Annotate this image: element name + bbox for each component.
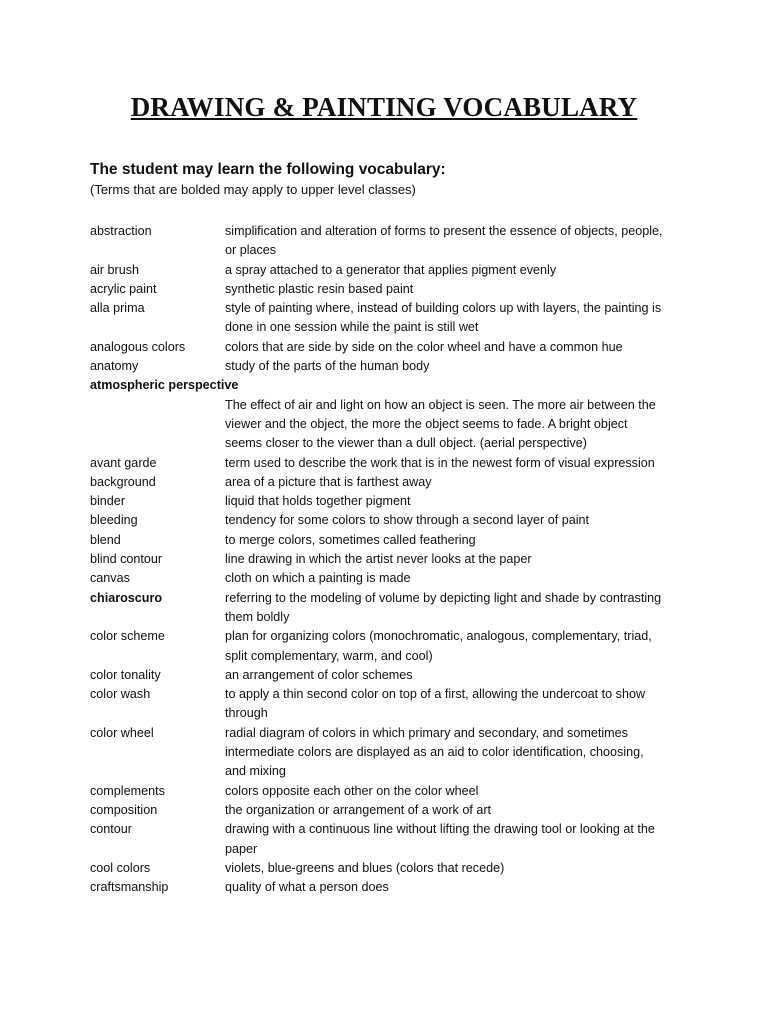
vocab-definition: term used to describe the work that is in the newest form of visual expression — [225, 455, 655, 470]
vocab-definition: liquid that holds together pigment — [225, 494, 411, 509]
vocab-definition: to merge colors, sometimes called feathering — [225, 532, 476, 547]
vocab-definition: colors that are side by side on the color wheel and have a common hue — [225, 339, 623, 354]
vocab-definition: colors opposite each other on the color wheel — [225, 783, 479, 798]
vocab-definition: to apply a thin second color on top of a first, allowing the undercoat to show through — [225, 687, 646, 721]
vocab-term: anatomy — [90, 359, 139, 374]
vocab-definition: radial diagram of colors in which primary and secondary, and sometimes intermediate colors are displayed as an aid to color identification, choosing, and mixing — [225, 725, 644, 779]
vocab-entry — [90, 878, 690, 897]
vocab-term: abstraction — [90, 224, 152, 238]
vocab-definition: cloth on which a painting is made — [225, 571, 411, 586]
vocab-entry — [90, 782, 690, 801]
vocab-term: contour — [90, 822, 133, 837]
vocab-entry — [90, 473, 690, 492]
vocab-term: color tonality — [90, 667, 161, 682]
vocab-entry — [90, 666, 690, 685]
vocab-definition: The effect of air and light on how an object is seen. The more air between the viewer and the object, the more the object seems to fade. A bright object seems closer to the viewer than a dull object. (aerial perspective) — [225, 397, 656, 451]
vocabulary-list — [90, 222, 690, 897]
vocab-entry — [90, 280, 690, 299]
vocab-entry — [90, 222, 690, 261]
vocab-entry — [90, 376, 690, 453]
vocab-entry — [90, 261, 690, 280]
vocab-term: canvas — [90, 571, 130, 586]
vocab-definition: quality of what a person does — [225, 880, 389, 895]
bold-terms-note: (Terms that are bolded may apply to upper level classes) — [90, 182, 416, 197]
vocab-definition: plan for organizing colors (monochromatic, analogous, complementary, triad, split complementary, warm, and cool) — [225, 629, 652, 663]
vocab-definition: study of the parts of the human body — [225, 359, 430, 374]
vocab-term: analogous colors — [90, 339, 186, 354]
vocab-definition: a spray attached to a generator that applies pigment evenly — [225, 262, 557, 277]
vocab-term: binder — [90, 494, 126, 509]
vocab-entry — [90, 859, 690, 878]
vocab-definition: style of painting where, instead of building colors up with layers, the painting is done in one session while the paint is still wet — [225, 301, 662, 335]
vocab-term: blend — [90, 532, 121, 547]
vocab-term: composition — [90, 802, 158, 817]
vocab-term: blind contour — [90, 552, 163, 567]
vocab-entry — [90, 338, 690, 357]
vocab-entry — [90, 724, 690, 782]
vocab-term: cool colors — [90, 860, 151, 875]
vocab-term: alla prima — [90, 301, 145, 316]
vocab-definition: area of a picture that is farthest away — [225, 474, 432, 489]
vocab-term: bleeding — [90, 513, 138, 528]
section-heading: The student may learn the following vocabulary: — [90, 161, 446, 178]
vocab-term: complements — [90, 783, 165, 798]
vocab-definition: violets, blue-greens and blues (colors that recede) — [225, 860, 505, 875]
vocab-entry — [90, 589, 690, 628]
vocab-entry — [90, 357, 690, 376]
vocab-entry — [90, 685, 690, 724]
vocab-term: chiaroscuro — [90, 590, 163, 605]
page-title: DRAWING & PAINTING VOCABULARY — [130, 92, 638, 122]
vocab-definition: synthetic plastic resin based paint — [225, 281, 414, 296]
vocab-definition: line drawing in which the artist never looks at the paper — [225, 552, 532, 567]
vocab-entry — [90, 299, 690, 338]
vocab-entry — [90, 627, 690, 666]
vocab-definition: simplification and alteration of forms to present the essence of objects, people, or places — [225, 224, 663, 258]
vocab-definition: referring to the modeling of volume by depicting light and shade by contrasting them boldly — [225, 590, 662, 624]
vocab-definition: drawing with a continuous line without lifting the drawing tool or looking at the paper — [225, 822, 655, 856]
vocab-entry — [90, 569, 690, 588]
vocab-term: background — [90, 474, 156, 489]
vocab-definition: the organization or arrangement of a work of art — [225, 802, 492, 817]
vocab-definition: an arrangement of color schemes — [225, 667, 413, 682]
vocab-term: color scheme — [90, 629, 165, 644]
vocab-term: acrylic paint — [90, 281, 157, 296]
vocab-entry — [90, 550, 690, 569]
vocab-entry — [90, 454, 690, 473]
vocab-term: atmospheric perspective — [90, 378, 239, 393]
vocab-entry — [90, 492, 690, 511]
vocab-entry — [90, 820, 690, 859]
vocab-definition: tendency for some colors to show through a second layer of paint — [225, 513, 590, 528]
vocab-term: color wheel — [90, 725, 154, 740]
vocab-term: color wash — [90, 687, 151, 702]
vocab-entry — [90, 511, 690, 530]
vocab-entry — [90, 801, 690, 820]
vocab-entry — [90, 531, 690, 550]
vocab-term: craftsmanship — [90, 880, 169, 895]
vocab-term: air brush — [90, 262, 139, 277]
vocab-term: avant garde — [90, 455, 157, 470]
